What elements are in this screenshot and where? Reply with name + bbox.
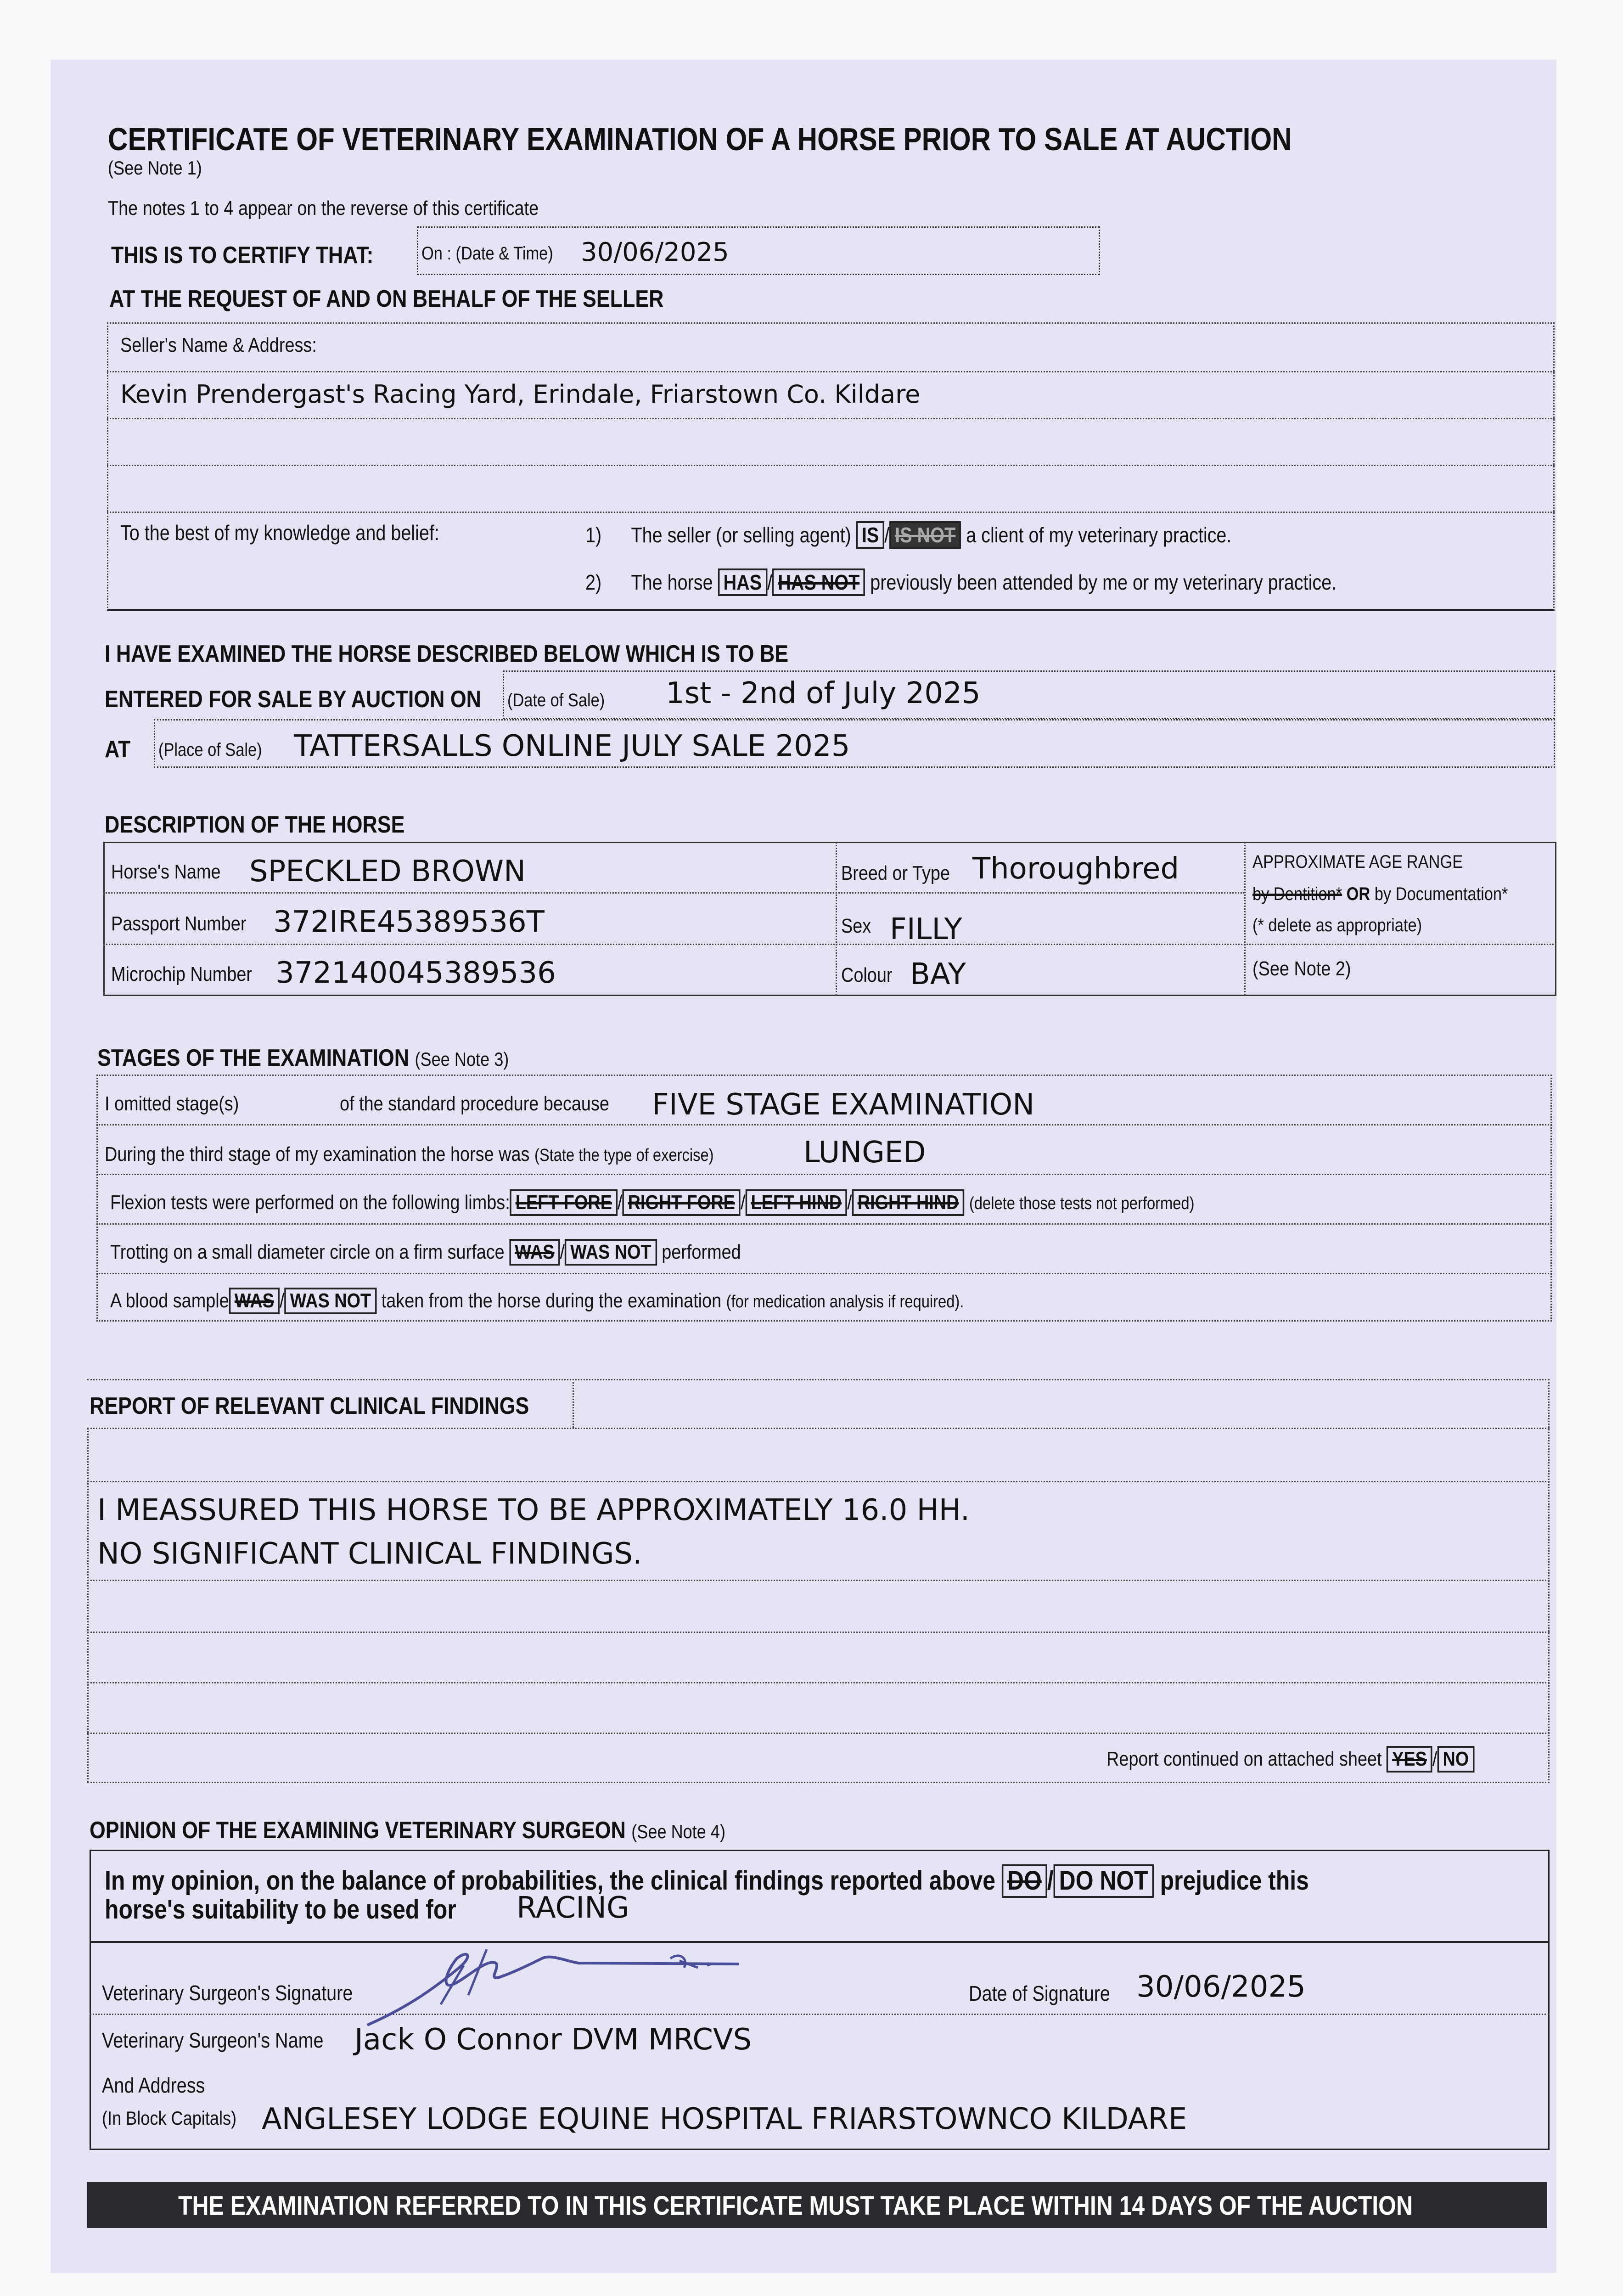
by-dentition-option: by Dentition* xyxy=(1252,884,1342,904)
date-of-signature-value: 30/06/2025 xyxy=(1136,1970,1306,2004)
stages-see-note-3: (See Note 3) xyxy=(415,1048,509,1070)
sale-date-label: (Date of Sale) xyxy=(507,690,605,710)
omitted-label-a: I omitted stage(s) xyxy=(105,1092,239,1115)
sale-date-value: 1st - 2nd of July 2025 xyxy=(666,676,981,710)
has-option: HAS xyxy=(718,568,768,596)
stages-row-3 xyxy=(96,1223,1552,1225)
trot-label: Trotting on a small diameter circle on a firm surface xyxy=(110,1241,505,1263)
breed-label: Breed or Type xyxy=(841,862,950,884)
opinion-see-note-4: (See Note 4) xyxy=(631,1821,726,1842)
sale-heading-2: ENTERED FOR SALE BY AUCTION ON xyxy=(105,686,481,713)
breed-value: Thoroughbred xyxy=(972,852,1179,886)
horse-name-label: Horse's Name xyxy=(111,861,221,883)
report-line-1 xyxy=(87,1428,1550,1429)
report-line-5 xyxy=(87,1682,1550,1683)
third-stage-note: (State the type of exercise) xyxy=(534,1146,714,1165)
horse-name-value: SPECKLED BROWN xyxy=(249,855,526,889)
report-line-2 xyxy=(87,1481,1550,1482)
continued-no-option: NO xyxy=(1437,1746,1474,1773)
separator: / xyxy=(767,570,773,594)
blood-post: taken from the horse during the examination xyxy=(381,1289,722,1312)
seller-address: Kevin Prendergast's Racing Yard, Erindale, Friarstown Co. Kildare xyxy=(120,380,921,409)
report-finding-2: NO SIGNIFICANT CLINICAL FINDINGS. xyxy=(97,1537,642,1571)
report-finding-1: I MEASSURED THIS HORSE TO BE APPROXIMATELY 16.0 HH. xyxy=(97,1493,970,1527)
report-continued-line: Report continued on attached sheet YES / NO xyxy=(1106,1746,1474,1773)
sale-heading-1: I HAVE EXAMINED THE HORSE DESCRIBED BELOW WHICH IS TO BE xyxy=(105,641,789,667)
passport-label: Passport Number xyxy=(111,912,247,935)
flexion-left-hind: LEFT HIND xyxy=(745,1189,847,1216)
seller-line-2 xyxy=(107,418,1555,419)
sex-value: FILLY xyxy=(890,912,962,946)
horse-heading: DESCRIPTION OF THE HORSE xyxy=(105,811,405,838)
horse-col-2 xyxy=(1244,842,1246,996)
flexion-line: Flexion tests were performed on the following limbs: LEFT FORE / RIGHT FORE / LEFT HIND / RIGHT HIND (delete those tests not performed) xyxy=(110,1189,1194,1216)
trot-line: Trotting on a small diameter circle on a firm surface WAS / WAS NOT performed xyxy=(110,1239,741,1266)
age-delete-note: (* delete as appropriate) xyxy=(1252,915,1422,935)
stages-heading xyxy=(97,1046,509,1070)
opinion-text: In my opinion, on the balance of probabilities, the clinical findings reported above xyxy=(105,1866,996,1896)
age-see-note-2: (See Note 2) xyxy=(1252,957,1351,980)
third-stage-value: LUNGED xyxy=(803,1136,926,1170)
date-time-value: 30/06/2025 xyxy=(581,237,729,267)
trot-post: performed xyxy=(662,1241,741,1263)
report-heading: REPORT OF RELEVANT CLINICAL FINDINGS xyxy=(90,1393,529,1419)
colour-value: BAY xyxy=(910,957,966,991)
item-1-number: 1) xyxy=(585,523,602,547)
omitted-value: FIVE STAGE EXAMINATION xyxy=(652,1088,1035,1122)
horse-row-1 xyxy=(103,892,1244,894)
signature-image xyxy=(349,1940,762,2032)
do-not-option: DO NOT xyxy=(1054,1864,1154,1898)
stages-row-4 xyxy=(96,1273,1552,1274)
stages-row-1 xyxy=(96,1124,1552,1125)
separator: / xyxy=(884,523,890,547)
blood-note: (for medication analysis if required). xyxy=(726,1292,964,1311)
flexion-label: Flexion tests were performed on the following limbs: xyxy=(110,1191,510,1214)
vet-name-label: Veterinary Surgeon's Name xyxy=(102,2028,324,2052)
opinion-use-value: RACING xyxy=(517,1891,629,1925)
report-line-3 xyxy=(87,1580,1550,1581)
third-stage-line xyxy=(105,1144,714,1165)
report-line-6 xyxy=(87,1733,1550,1734)
date-time-label: On : (Date & Time) xyxy=(421,243,553,264)
has-not-option: HAS NOT xyxy=(772,568,865,596)
opinion-statement: In my opinion, on the balance of probabilities, the clinical findings reported above DO / DO NOT prejudice this xyxy=(105,1864,1309,1898)
signature-label: Veterinary Surgeon's Signature xyxy=(102,1981,353,2005)
blood-was-option: WAS xyxy=(229,1288,280,1314)
sale-date-box xyxy=(503,670,1555,719)
is-not-option: IS NOT xyxy=(889,521,961,549)
seller-line-3 xyxy=(107,465,1555,466)
vet-address-value: ANGLESEY LODGE EQUINE HOSPITAL FRIARSTOWNCO KILDARE xyxy=(262,2102,1187,2136)
sale-place-label: (Place of Sale) xyxy=(158,740,262,760)
certificate-title: CERTIFICATE OF VETERINARY EXAMINATION OF A HORSE PRIOR TO SALE AT AUCTION xyxy=(108,121,1292,157)
opinion-row-2 xyxy=(90,2014,1550,2015)
opinion-heading xyxy=(90,1818,725,1842)
third-stage-label: During the third stage of my examination the horse was xyxy=(105,1143,530,1165)
horse-row-2 xyxy=(103,944,1556,945)
see-note-1: (See Note 1) xyxy=(108,157,202,179)
item-2-text: The horse xyxy=(631,570,713,594)
seller-item-2 xyxy=(585,568,1337,596)
by-documentation-option: by Documentation* xyxy=(1374,884,1508,904)
trot-was-option: WAS xyxy=(509,1239,560,1266)
item-1-post: a client of my veterinary practice. xyxy=(966,523,1232,547)
blood-was-not-option: WAS NOT xyxy=(285,1288,377,1314)
age-range-title: APPROXIMATE AGE RANGE xyxy=(1252,852,1463,872)
trot-was-not-option: WAS NOT xyxy=(565,1239,657,1266)
footer-text: THE EXAMINATION REFERRED TO IN THIS CERTIFICATE MUST TAKE PLACE WITHIN 14 DAYS OF THE AUCTION xyxy=(178,2191,1413,2221)
microchip-label: Microchip Number xyxy=(111,963,253,985)
horse-col-1 xyxy=(836,842,837,996)
blood-line: A blood sample WAS / WAS NOT taken from the horse during the examination (for medication analysis if required). xyxy=(110,1288,964,1314)
sex-label: Sex xyxy=(841,915,871,937)
flexion-right-hind: RIGHT HIND xyxy=(852,1189,965,1216)
address-label: And Address xyxy=(102,2073,205,2097)
stages-heading-text: STAGES OF THE EXAMINATION xyxy=(97,1045,410,1071)
age-or: OR xyxy=(1346,884,1370,904)
do-option: DO xyxy=(1002,1864,1047,1898)
omitted-label-b: of the standard procedure because xyxy=(340,1092,609,1115)
report-box xyxy=(87,1379,1550,1783)
flexion-note: (delete those tests not performed) xyxy=(969,1194,1195,1213)
microchip-value: 372140045389536 xyxy=(275,956,556,990)
colour-label: Colour xyxy=(841,964,893,986)
passport-value: 372IRE45389536T xyxy=(273,905,545,939)
flexion-left-fore: LEFT FORE xyxy=(510,1189,618,1216)
opinion-text-2: horse's suitability to be used for xyxy=(105,1895,456,1925)
item-2-number: 2) xyxy=(585,570,602,594)
knowledge-label: To the best of my knowledge and belief: xyxy=(120,521,439,545)
seller-item-1 xyxy=(585,521,1231,549)
opinion-heading-text: OPINION OF THE EXAMINING VETERINARY SURGEON xyxy=(90,1817,626,1844)
report-continued-label: Report continued on attached sheet xyxy=(1106,1748,1382,1770)
vet-name-value: Jack O Connor DVM MRCVS xyxy=(354,2023,752,2057)
seller-heading: AT THE REQUEST OF AND ON BEHALF OF THE SELLER xyxy=(109,286,664,312)
report-line-4 xyxy=(87,1632,1550,1633)
seller-box xyxy=(107,322,1555,611)
is-option: IS xyxy=(856,521,884,549)
flexion-right-fore: RIGHT FORE xyxy=(623,1189,741,1216)
opinion-row-1 xyxy=(90,1941,1550,1943)
notes-line: The notes 1 to 4 appear on the reverse of this certificate xyxy=(108,197,539,219)
at-label: AT xyxy=(105,736,131,763)
item-1-text: The seller (or selling agent) xyxy=(631,523,851,547)
seller-line-1 xyxy=(107,371,1555,372)
date-of-signature-label: Date of Signature xyxy=(969,1981,1110,2005)
age-range-options xyxy=(1252,885,1508,903)
continued-yes-option: YES xyxy=(1387,1746,1432,1773)
sale-place-value: TATTERSALLS ONLINE JULY SALE 2025 xyxy=(294,729,850,763)
report-heading-divider xyxy=(573,1379,574,1428)
block-capitals-label: (In Block Capitals) xyxy=(102,2107,237,2129)
opinion-text-post: prejudice this xyxy=(1160,1866,1309,1896)
blood-label: A blood sample xyxy=(110,1289,229,1312)
seller-line-4 xyxy=(107,512,1555,513)
certify-label: THIS IS TO CERTIFY THAT: xyxy=(111,242,374,269)
seller-name-label: Seller's Name & Address: xyxy=(120,334,317,356)
item-2-post: previously been attended by me or my veterinary practice. xyxy=(870,570,1337,594)
stages-row-2 xyxy=(96,1174,1552,1175)
